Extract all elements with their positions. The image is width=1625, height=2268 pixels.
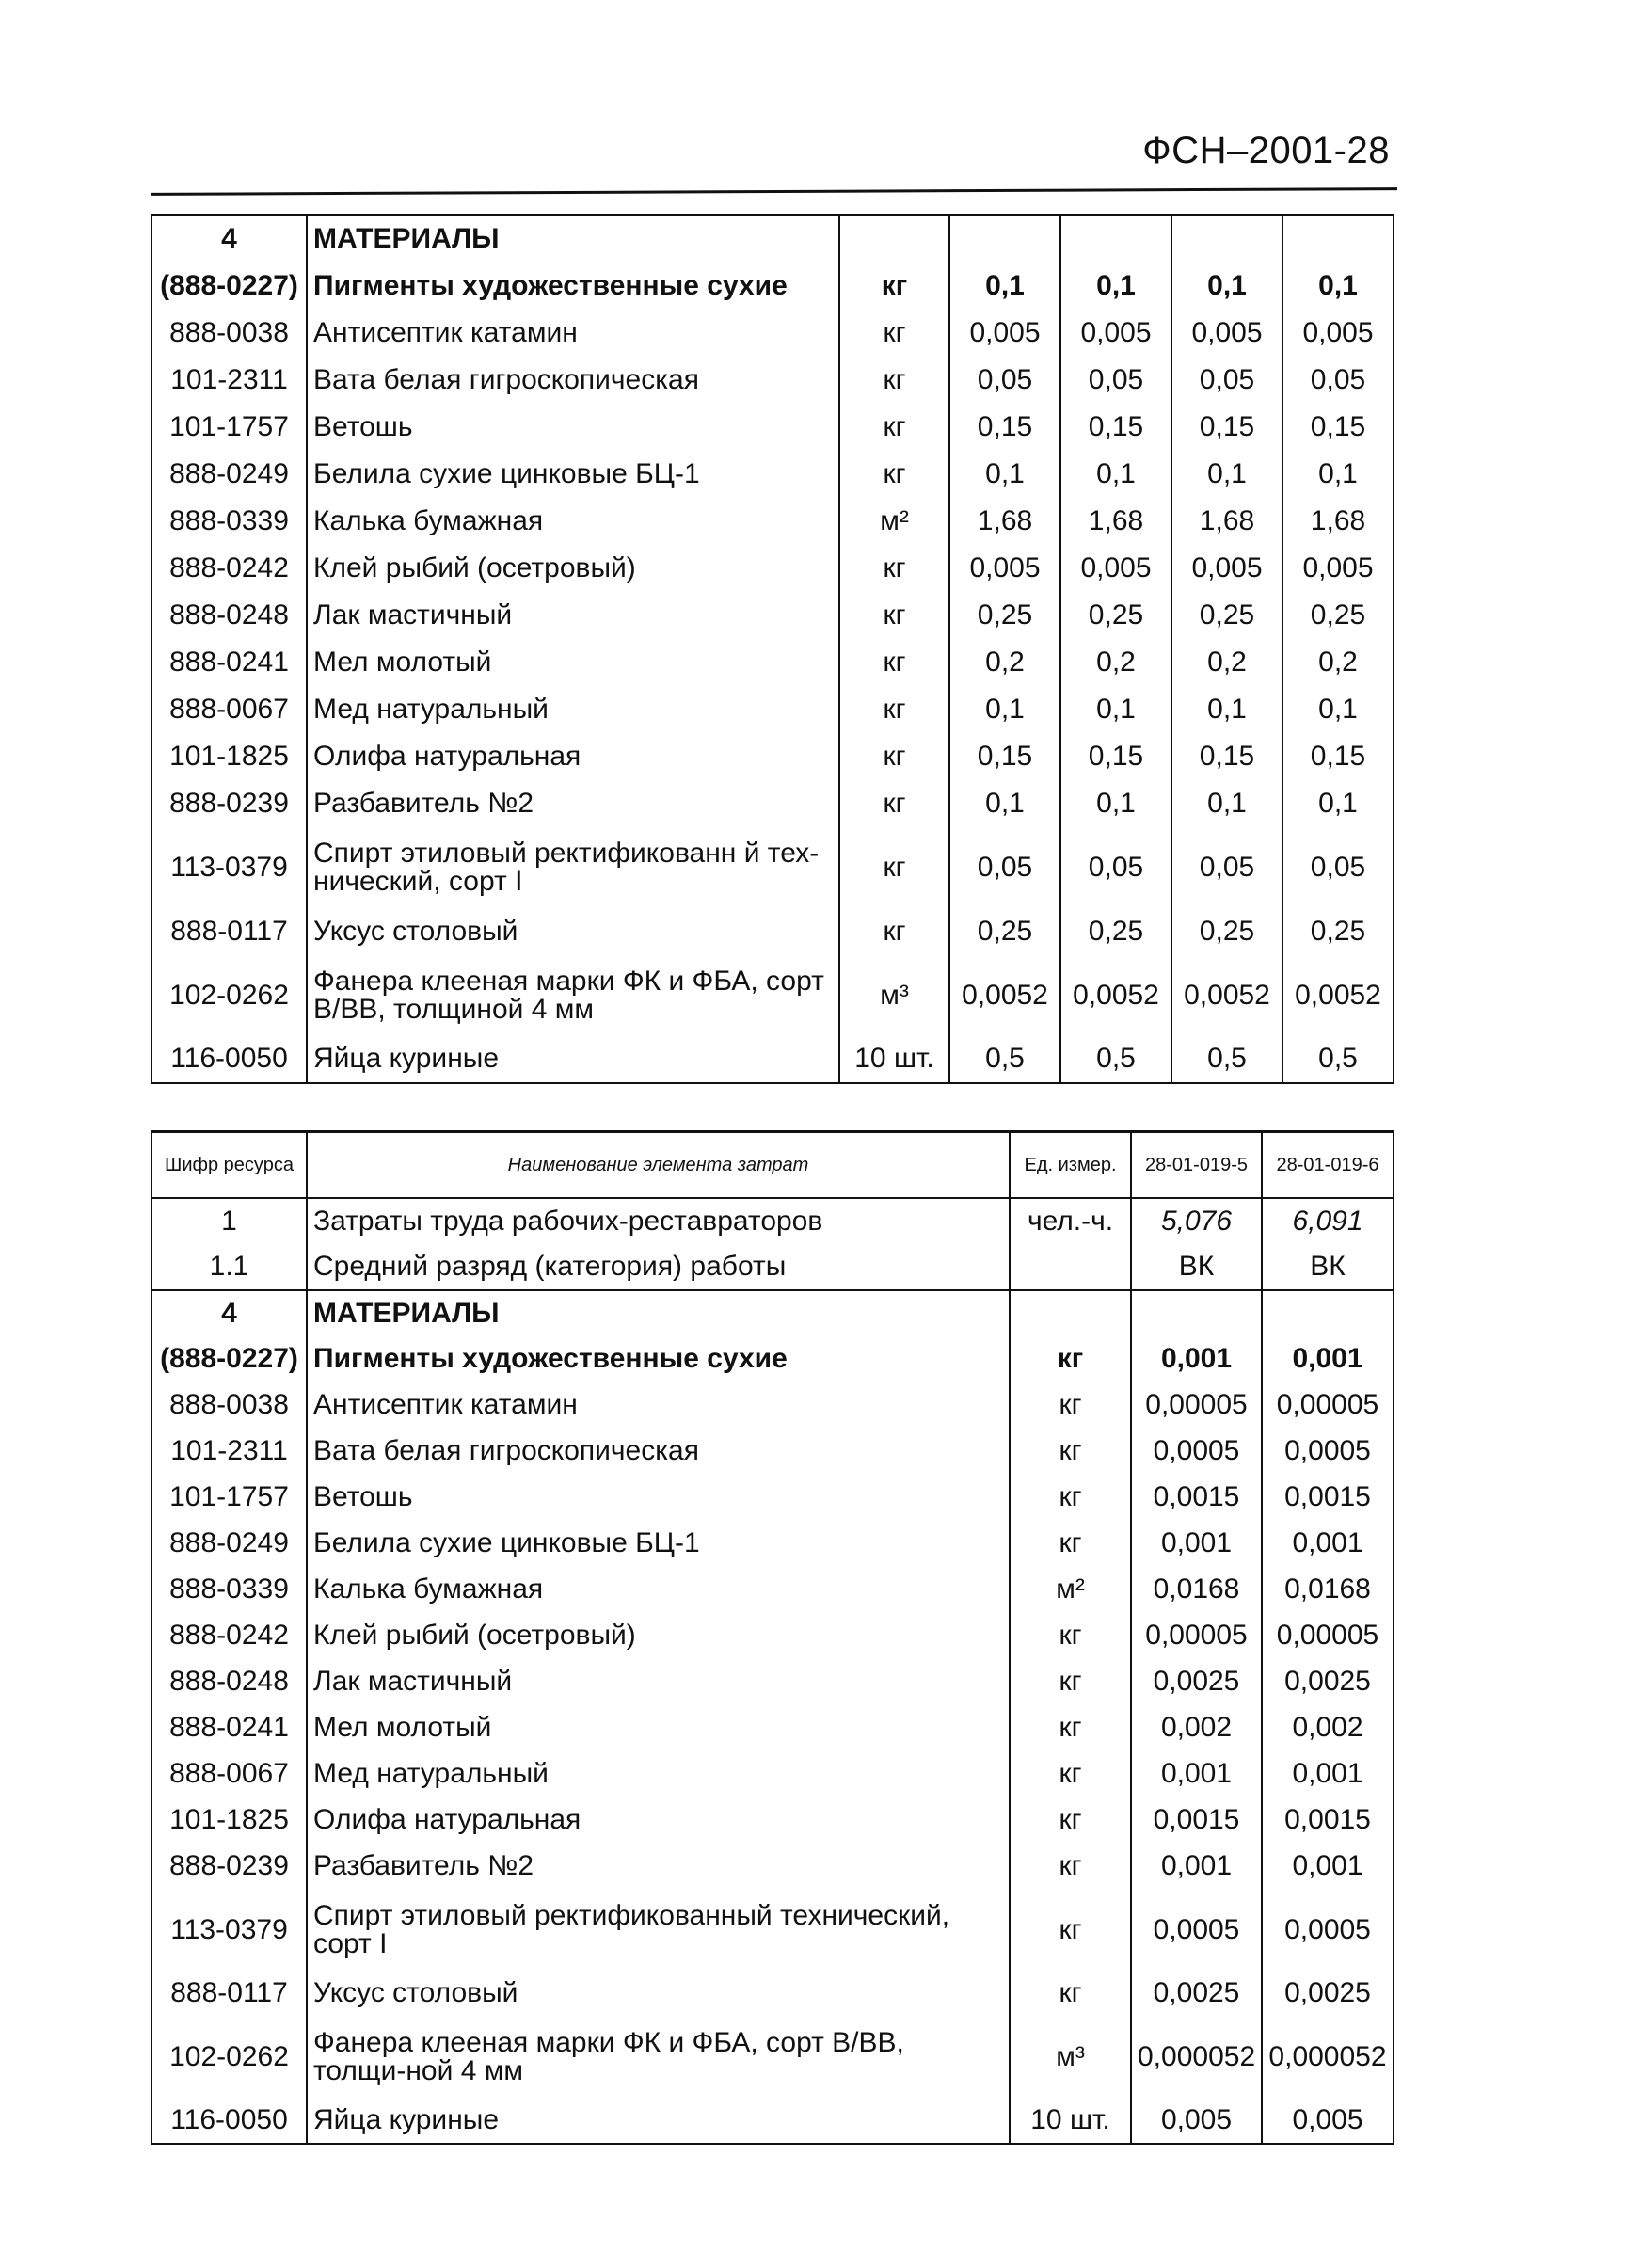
value-cell: 0,15 (1282, 404, 1394, 451)
unit-cell: кг (1010, 1613, 1131, 1659)
value-cell: 0,005 (1171, 545, 1282, 592)
unit-cell: кг (1010, 1659, 1131, 1705)
value-cell: 1,68 (1060, 498, 1171, 545)
value-cell: 0,00005 (1262, 1382, 1394, 1429)
value-cell: 0,25 (1060, 592, 1171, 639)
unit-cell (1010, 1244, 1131, 1290)
resource-name: Фанера клееная марки ФК и ФБА, сорт В/ВВ, толщи-ной 4 мм (307, 2017, 1010, 2098)
table-row (151, 1382, 1394, 1429)
table-row (151, 2017, 1394, 2098)
resource-name: Клей рыбий (осетровый) (307, 545, 839, 592)
unit-cell: кг (839, 827, 949, 908)
resource-code: 888-0239 (151, 1844, 307, 1890)
unit-cell: кг (839, 686, 949, 733)
value-cell: 0,25 (949, 908, 1060, 955)
table-row (151, 827, 1394, 908)
unit-cell: кг (1010, 1475, 1131, 1521)
resource-code: 101-2311 (151, 357, 307, 404)
resource-code: 113-0379 (151, 827, 307, 908)
resource-name: Калька бумажная (307, 498, 839, 545)
value-cell: 0,05 (949, 357, 1060, 404)
value-cell: 0,001 (1131, 1844, 1262, 1890)
value-cell: 0,1 (1060, 451, 1171, 498)
value-cell: 0,15 (949, 733, 1060, 780)
resource-code: 888-0249 (151, 1521, 307, 1567)
value-cell: 0,0005 (1262, 1890, 1394, 1971)
value-cell: 0,005 (949, 310, 1060, 357)
resource-name: Вата белая гигроскопическая (307, 357, 839, 404)
value-cell (1060, 216, 1171, 263)
resource-code: 101-1757 (151, 1475, 307, 1521)
value-cell: 0,1 (1171, 263, 1282, 310)
unit-cell: чел.-ч. (1010, 1198, 1131, 1244)
value-cell: 0,15 (1171, 733, 1282, 780)
table-row (151, 1844, 1394, 1890)
resource-code: 102-0262 (151, 955, 307, 1036)
resource-name: Разбавитель №2 (307, 1844, 1010, 1890)
header-code: Шифр ресурса (151, 1132, 307, 1198)
value-cell: 0,00005 (1131, 1382, 1262, 1429)
value-cell: 0,1 (949, 451, 1060, 498)
resource-code: 101-2311 (151, 1429, 307, 1475)
value-cell: 0,25 (1171, 592, 1282, 639)
resource-name: Антисептик катамин (307, 1382, 1010, 1429)
resource-code: 888-0339 (151, 1567, 307, 1613)
value-cell: 0,15 (1171, 404, 1282, 451)
header-name: Наименование элемента затрат (307, 1132, 1010, 1198)
resource-code: 888-0117 (151, 908, 307, 955)
value-cell: 0,005 (1282, 545, 1394, 592)
value-cell: 0,0168 (1262, 1567, 1394, 1613)
unit-cell: кг (839, 592, 949, 639)
value-cell: 0,5 (949, 1036, 1060, 1083)
resource-name: Белила сухие цинковые БЦ-1 (307, 451, 839, 498)
resource-code: 888-0038 (151, 310, 307, 357)
value-cell: 0,001 (1131, 1336, 1262, 1382)
value-cell: 0,1 (1282, 451, 1394, 498)
materials-table-1 (151, 214, 1394, 1084)
resource-code: (888-0227) (151, 1336, 307, 1382)
value-cell: 0,1 (1060, 263, 1171, 310)
resource-name: Уксус столовый (307, 908, 839, 955)
header-col-2: 28-01-019-6 (1262, 1132, 1394, 1198)
resource-code: 888-0241 (151, 1705, 307, 1751)
resource-code: 888-0117 (151, 1971, 307, 2017)
value-cell: 0,0025 (1131, 1971, 1262, 2017)
value-cell: 0,001 (1262, 1521, 1394, 1567)
resource-name: Затраты труда рабочих-реставраторов (307, 1198, 1010, 1244)
value-cell: 0,0052 (1171, 955, 1282, 1036)
table-row (151, 263, 1394, 310)
unit-cell: кг (1010, 1336, 1131, 1382)
resource-code: (888-0227) (151, 263, 307, 310)
value-cell: 0,005 (1262, 2098, 1394, 2144)
table-row (151, 1659, 1394, 1705)
table-row (151, 1797, 1394, 1844)
value-cell: 0,005 (1282, 310, 1394, 357)
value-cell: 0,25 (1282, 592, 1394, 639)
table-row (151, 2098, 1394, 2144)
value-cell: 0,25 (1282, 908, 1394, 955)
resource-name: Мед натуральный (307, 686, 839, 733)
resource-name: Ветошь (307, 404, 839, 451)
value-cell: 0,2 (949, 639, 1060, 686)
table-header-row (151, 1132, 1394, 1198)
resource-name: Антисептик катамин (307, 310, 839, 357)
table-row (151, 1429, 1394, 1475)
value-cell: 0,15 (1060, 733, 1171, 780)
resource-code: 888-0339 (151, 498, 307, 545)
value-cell (949, 216, 1060, 263)
resource-code: 888-0038 (151, 1382, 307, 1429)
unit-cell: кг (839, 908, 949, 955)
resource-name: Средний разряд (категория) работы (307, 1244, 1010, 1290)
value-cell: 0,001 (1262, 1844, 1394, 1890)
value-cell: 0,2 (1171, 639, 1282, 686)
value-cell: 1,68 (1282, 498, 1394, 545)
value-cell: 0,05 (1060, 357, 1171, 404)
resource-name: Олифа натуральная (307, 1797, 1010, 1844)
resource-code: 888-0067 (151, 1751, 307, 1797)
value-cell: 0,15 (1282, 733, 1394, 780)
value-cell: 0,00005 (1131, 1613, 1262, 1659)
value-cell: 0,001 (1262, 1336, 1394, 1382)
resource-name: Спирт этиловый ректификованный технический, сорт I (307, 1890, 1010, 1971)
resource-name: Уксус столовый (307, 1971, 1010, 2017)
unit-cell: кг (1010, 1382, 1131, 1429)
resource-code: 1.1 (151, 1244, 307, 1290)
resource-code: 113-0379 (151, 1890, 307, 1971)
value-cell: 0,000052 (1262, 2017, 1394, 2098)
resource-code: 102-0262 (151, 2017, 307, 2098)
unit-cell: кг (839, 451, 949, 498)
table-row (151, 1567, 1394, 1613)
resource-name: Белила сухие цинковые БЦ-1 (307, 1521, 1010, 1567)
value-cell: 0,00005 (1262, 1613, 1394, 1659)
value-cell (1171, 216, 1282, 263)
value-cell: 0,001 (1131, 1751, 1262, 1797)
table-row (151, 955, 1394, 1036)
value-cell: 0,0005 (1131, 1429, 1262, 1475)
resource-code: 888-0067 (151, 686, 307, 733)
value-cell: 0,0025 (1131, 1659, 1262, 1705)
resource-name: МАТЕРИАЛЫ (307, 1290, 1010, 1336)
resource-name: Разбавитель №2 (307, 780, 839, 827)
table-row (151, 1521, 1394, 1567)
page-code: ФСН–2001-28 (1142, 130, 1390, 171)
value-cell: 0,005 (1060, 310, 1171, 357)
table-row (151, 639, 1394, 686)
table-row (151, 1036, 1394, 1083)
resource-name: Яйца куриные (307, 1036, 839, 1083)
resource-code: 101-1825 (151, 1797, 307, 1844)
value-cell: 0,1 (949, 780, 1060, 827)
header-col-1: 28-01-019-5 (1131, 1132, 1262, 1198)
value-cell: 0,25 (1060, 908, 1171, 955)
resource-name: Пигменты художественные сухие (307, 263, 839, 310)
materials-table-2 (151, 1130, 1394, 2145)
value-cell: 0,05 (1060, 827, 1171, 908)
value-cell: 0,1 (949, 686, 1060, 733)
resource-code: 888-0249 (151, 451, 307, 498)
resource-code: 116-0050 (151, 2098, 307, 2144)
unit-cell: м³ (1010, 2017, 1131, 2098)
value-cell: 0,5 (1282, 1036, 1394, 1083)
value-cell: 0,1 (1282, 263, 1394, 310)
value-cell: ВК (1262, 1244, 1394, 1290)
value-cell: 0,25 (949, 592, 1060, 639)
value-cell: ВК (1131, 1244, 1262, 1290)
resource-code: 116-0050 (151, 1036, 307, 1083)
resource-name: МАТЕРИАЛЫ (307, 216, 839, 263)
resource-name: Лак мастичный (307, 592, 839, 639)
resource-name: Олифа натуральная (307, 733, 839, 780)
unit-cell: м² (1010, 1567, 1131, 1613)
resource-code: 888-0242 (151, 545, 307, 592)
resource-name: Калька бумажная (307, 1567, 1010, 1613)
table-row (151, 686, 1394, 733)
table-row (151, 1290, 1394, 1336)
unit-cell: кг (839, 404, 949, 451)
value-cell: 0,000052 (1131, 2017, 1262, 2098)
value-cell: 0,05 (1282, 357, 1394, 404)
value-cell: 0,1 (1282, 780, 1394, 827)
value-cell: 0,2 (1060, 639, 1171, 686)
value-cell: 1,68 (1171, 498, 1282, 545)
resource-name: Мел молотый (307, 639, 839, 686)
table-row (151, 310, 1394, 357)
unit-cell: кг (839, 357, 949, 404)
resource-code: 888-0248 (151, 592, 307, 639)
resource-code: 888-0248 (151, 1659, 307, 1705)
value-cell: 0,005 (1131, 2098, 1262, 2144)
value-cell: 0,2 (1282, 639, 1394, 686)
value-cell: 0,1 (1171, 451, 1282, 498)
value-cell: 0,002 (1131, 1705, 1262, 1751)
resource-code: 888-0239 (151, 780, 307, 827)
resource-code: 101-1825 (151, 733, 307, 780)
unit-cell: кг (839, 545, 949, 592)
unit-cell: кг (839, 263, 949, 310)
unit-cell: 10 шт. (1010, 2098, 1131, 2144)
value-cell: 0,0052 (1060, 955, 1171, 1036)
value-cell: 6,091 (1262, 1198, 1394, 1244)
value-cell: 0,1 (1282, 686, 1394, 733)
unit-cell: кг (1010, 1971, 1131, 2017)
unit-cell: кг (1010, 1705, 1131, 1751)
value-cell: 0,0005 (1131, 1890, 1262, 1971)
value-cell: 0,0015 (1131, 1797, 1262, 1844)
resource-name: Фанера клееная марки ФК и ФБА, сорт В/ВВ, толщиной 4 мм (307, 955, 839, 1036)
table-row (151, 1705, 1394, 1751)
value-cell: 0,25 (1171, 908, 1282, 955)
unit-cell: кг (839, 310, 949, 357)
top-rule (151, 187, 1397, 196)
resource-name: Вата белая гигроскопическая (307, 1429, 1010, 1475)
value-cell (1282, 216, 1394, 263)
value-cell: 0,15 (1060, 404, 1171, 451)
table-row (151, 908, 1394, 955)
unit-cell: кг (1010, 1797, 1131, 1844)
value-cell: 0,0005 (1262, 1429, 1394, 1475)
resource-code: 4 (151, 216, 307, 263)
value-cell: 5,076 (1131, 1198, 1262, 1244)
value-cell: 0,05 (949, 827, 1060, 908)
table-row (151, 498, 1394, 545)
table-row (151, 1890, 1394, 1971)
unit-cell (1010, 1290, 1131, 1336)
value-cell: 0,5 (1171, 1036, 1282, 1083)
table-row (151, 780, 1394, 827)
table-row (151, 1751, 1394, 1797)
resource-name: Мед натуральный (307, 1751, 1010, 1797)
value-cell: 0,005 (949, 545, 1060, 592)
value-cell: 0,05 (1171, 357, 1282, 404)
value-cell (1262, 1290, 1394, 1336)
value-cell: 0,005 (1171, 310, 1282, 357)
table-row (151, 1971, 1394, 2017)
unit-cell: 10 шт. (839, 1036, 949, 1083)
value-cell: 0,05 (1282, 827, 1394, 908)
value-cell: 1,68 (949, 498, 1060, 545)
resource-name: Лак мастичный (307, 1659, 1010, 1705)
resource-code: 4 (151, 1290, 307, 1336)
table-row (151, 357, 1394, 404)
resource-code: 101-1757 (151, 404, 307, 451)
table-row (151, 1475, 1394, 1521)
value-cell: 0,1 (1171, 780, 1282, 827)
value-cell: 0,0052 (1282, 955, 1394, 1036)
resource-name: Пигменты художественные сухие (307, 1336, 1010, 1382)
unit-cell: кг (1010, 1521, 1131, 1567)
table-row (151, 545, 1394, 592)
value-cell: 0,0025 (1262, 1971, 1394, 2017)
table-row (151, 733, 1394, 780)
value-cell: 0,0015 (1262, 1475, 1394, 1521)
table-row (151, 1336, 1394, 1382)
value-cell: 0,0025 (1262, 1659, 1394, 1705)
value-cell: 0,1 (1060, 686, 1171, 733)
value-cell: 0,0015 (1131, 1475, 1262, 1521)
table-row (151, 1244, 1394, 1290)
value-cell: 0,1 (949, 263, 1060, 310)
unit-cell: кг (1010, 1751, 1131, 1797)
unit-cell: кг (839, 780, 949, 827)
value-cell: 0,0052 (949, 955, 1060, 1036)
resource-name: Ветошь (307, 1475, 1010, 1521)
resource-name: Мел молотый (307, 1705, 1010, 1751)
table-row (151, 216, 1394, 263)
resource-name: Клей рыбий (осетровый) (307, 1613, 1010, 1659)
table-row (151, 1613, 1394, 1659)
value-cell: 0,1 (1060, 780, 1171, 827)
value-cell: 0,001 (1262, 1751, 1394, 1797)
value-cell (1131, 1290, 1262, 1336)
value-cell: 0,001 (1131, 1521, 1262, 1567)
resource-code: 1 (151, 1198, 307, 1244)
unit-cell (839, 216, 949, 263)
unit-cell: кг (1010, 1890, 1131, 1971)
unit-cell: кг (839, 733, 949, 780)
value-cell: 0,005 (1060, 545, 1171, 592)
value-cell: 0,1 (1171, 686, 1282, 733)
resource-name: Спирт этиловый ректификованн й тех-нический, сорт I (307, 827, 839, 908)
resource-name: Яйца куриные (307, 2098, 1010, 2144)
value-cell: 0,15 (949, 404, 1060, 451)
unit-cell: м³ (839, 955, 949, 1036)
unit-cell: кг (1010, 1429, 1131, 1475)
value-cell: 0,0168 (1131, 1567, 1262, 1613)
table-row (151, 1198, 1394, 1244)
resource-code: 888-0241 (151, 639, 307, 686)
value-cell: 0,0015 (1262, 1797, 1394, 1844)
value-cell: 0,05 (1171, 827, 1282, 908)
unit-cell: м² (839, 498, 949, 545)
table-row (151, 592, 1394, 639)
unit-cell: кг (1010, 1844, 1131, 1890)
header-unit: Ед. измер. (1010, 1132, 1131, 1198)
table-row (151, 404, 1394, 451)
value-cell: 0,002 (1262, 1705, 1394, 1751)
resource-code: 888-0242 (151, 1613, 307, 1659)
table-row (151, 451, 1394, 498)
value-cell: 0,5 (1060, 1036, 1171, 1083)
unit-cell: кг (839, 639, 949, 686)
